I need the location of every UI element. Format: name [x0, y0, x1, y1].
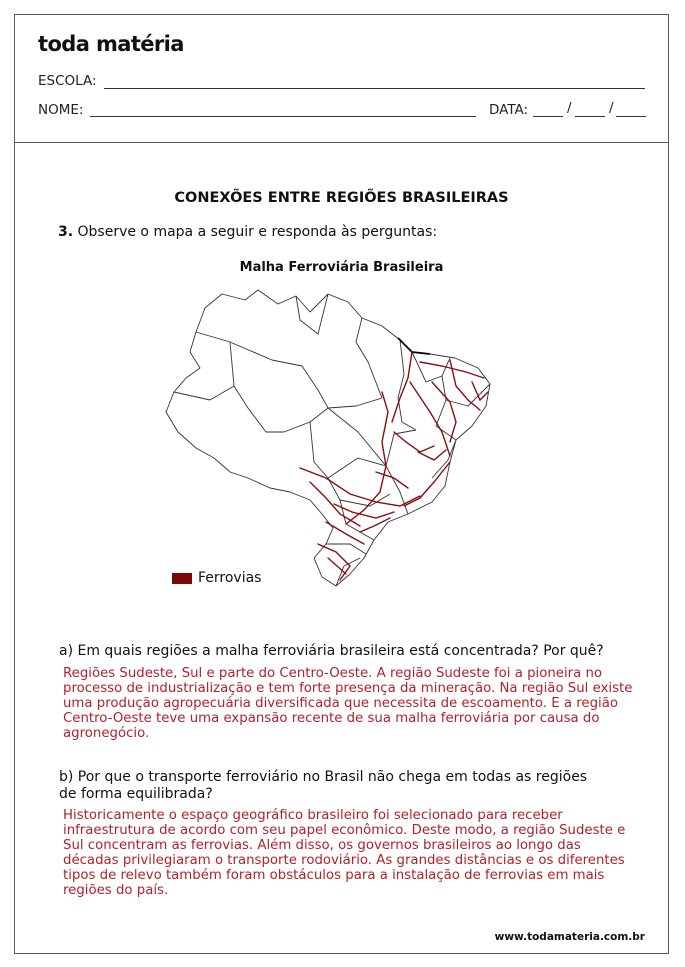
question-b: b) Por que o transporte ferroviário no Brasil não chega em todas as regiões de forma equilibrada? — [59, 769, 588, 802]
name-field[interactable] — [90, 116, 476, 117]
date-label: DATA: — [489, 102, 529, 118]
state-borders — [166, 290, 490, 586]
date-month-field[interactable] — [575, 116, 605, 117]
railway-lines — [300, 352, 488, 580]
map-title: Malha Ferroviária Brasileira — [239, 260, 444, 275]
answer-a: Regiões Sudeste, Sul e parte do Centro-Oeste. A região Sudeste foi a pioneira no processo de industrialização e tem forte presença da mineração. Na região Sul existe uma produção agropecuária diversificada que necessita de escoamento. E a região Centro-Oeste teve uma expansão recente de sua malha ferroviária por causa do agronegócio. — [63, 666, 633, 741]
map-legend — [172, 570, 261, 586]
school-field[interactable] — [104, 88, 645, 89]
logo: toda matéria — [38, 32, 184, 56]
legend-swatch — [172, 573, 192, 584]
date-separator: / — [567, 100, 572, 116]
instruction — [58, 224, 437, 240]
instruction-text: Observe o mapa a seguir e responda às perguntas: — [77, 224, 438, 240]
question-number: 3. — [58, 224, 74, 240]
date-separator: / — [609, 100, 614, 116]
footer-url[interactable]: www.todamateria.com.br — [494, 931, 645, 943]
brazil-railway-map — [150, 282, 510, 600]
date-day-field[interactable] — [533, 116, 563, 117]
header-divider — [14, 142, 669, 143]
school-label: ESCOLA: — [38, 73, 97, 89]
date-year-field[interactable] — [616, 116, 646, 117]
answer-b: Historicamente o espaço geográfico brasileiro foi selecionado para receber infraestrutura de acordo com seu papel econômico. Deste modo, a região Sudeste e Sul concentram as ferrovias. Além disso, os governos brasileiros ao longo das décadas privilegiaram o transporte rodoviário. As grandes distâncias e os diferentes tipos de relevo também foram obstáculos para a instalação de ferrovias em mais regiões do país. — [63, 808, 626, 898]
northeast-coast-highlight — [398, 338, 430, 354]
question-a: a) Em quais regiões a malha ferroviária brasileira está concentrada? Por quê? — [59, 643, 604, 659]
legend-label: Ferrovias — [198, 570, 262, 586]
name-label: NOME: — [38, 102, 84, 118]
page-title: CONEXÕES ENTRE REGIÕES BRASILEIRAS — [174, 190, 509, 206]
